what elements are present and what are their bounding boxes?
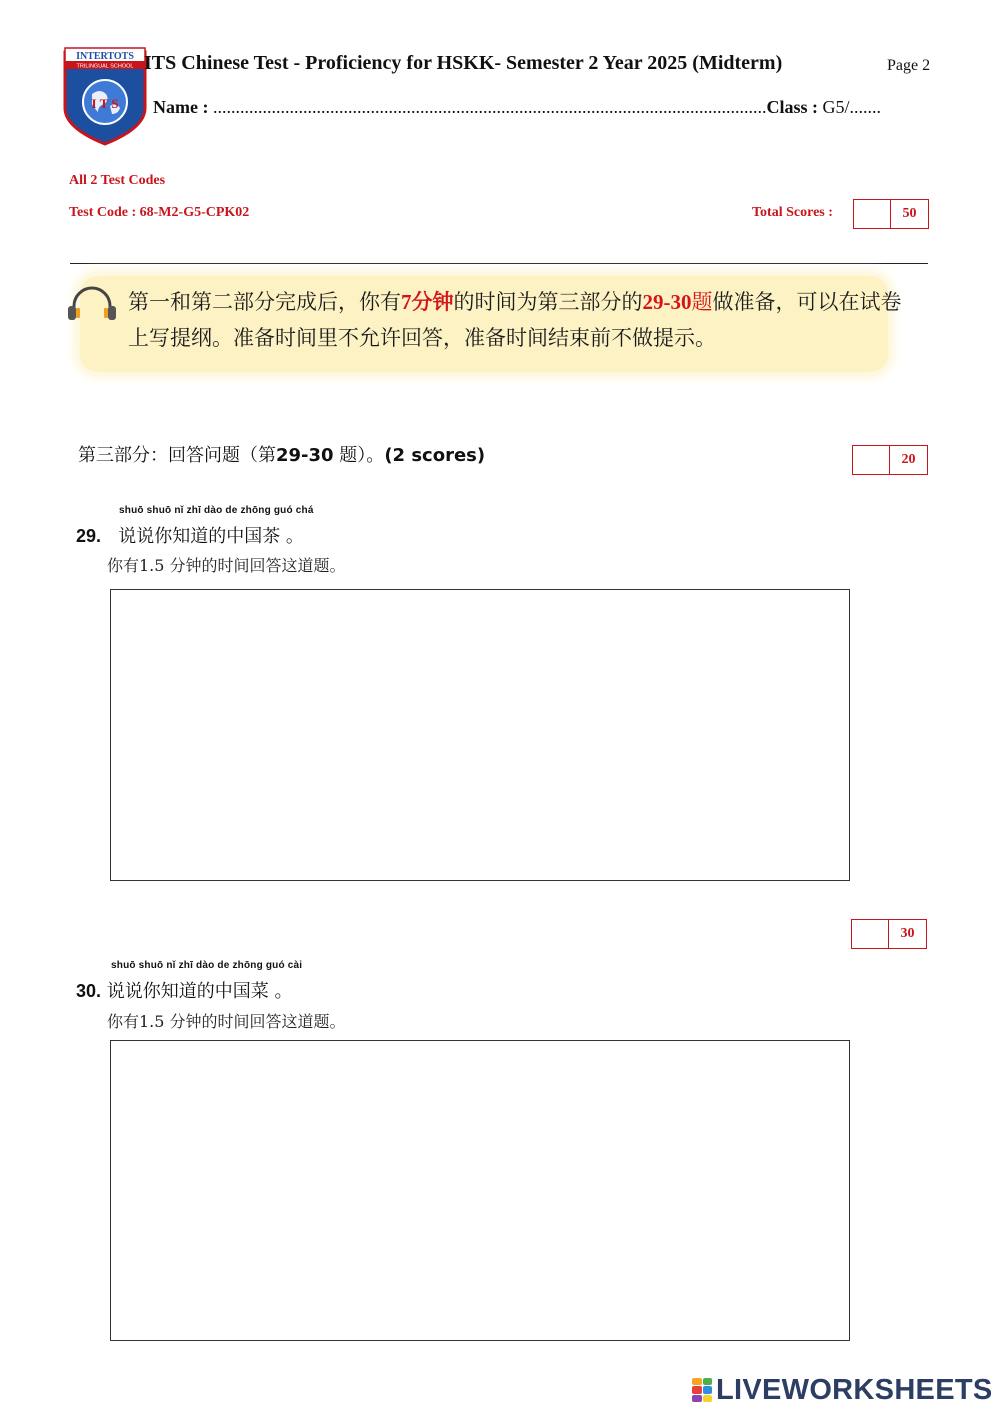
notice-time: 7分钟 [401, 290, 454, 314]
question-29-number: 29. [76, 526, 102, 546]
question-30-text: 说说你知道的中国菜 。 [106, 981, 293, 1002]
test-code: Test Code : 68-M2-G5-CPK02 [69, 205, 250, 220]
logo-school-name: INTERTOTS [76, 51, 134, 62]
question-30-score-value: 30 [900, 926, 915, 941]
section-title: 第三部分：回答问题（第29-30 题）。(2 scores) [78, 445, 486, 466]
class-field[interactable]: G5/....... [822, 97, 881, 117]
total-score-value: 50 [902, 206, 917, 221]
liveworksheets-text: LIVEWORKSHEETS [716, 1373, 993, 1406]
question-29-text: 说说你知道的中国茶 。 [118, 526, 304, 547]
question-30-answer-box[interactable] [110, 1040, 850, 1341]
name-class-row [153, 97, 881, 118]
total-score-box [853, 199, 929, 229]
liveworksheets-icon [692, 1378, 712, 1402]
name-field[interactable]: ........................................................................................................................... [212, 97, 767, 117]
notice-questions: 29-30 [642, 290, 692, 314]
headphones-icon [66, 284, 118, 324]
test-codes-title: All 2 Test Codes [69, 173, 166, 188]
class-label: Class : [766, 97, 818, 117]
question-29-instruction: 你有1.5 分钟的时间回答这道题。 [107, 556, 346, 575]
question-30-instruction: 你有1.5 分钟的时间回答这道题。 [107, 1012, 346, 1031]
question-29-answer-box[interactable] [110, 589, 850, 881]
logo-school-sub: TRILINGUAL SCHOOL [76, 63, 134, 70]
total-scores-label: Total Scores : [752, 205, 833, 220]
question-30-score-input[interactable] [852, 920, 889, 948]
liveworksheets-logo[interactable] [692, 1374, 993, 1406]
logo-letters: I T S [91, 96, 119, 111]
section-score-input[interactable] [853, 446, 890, 474]
section-scores: (2 scores) [384, 445, 486, 466]
page-number: Page 2 [887, 57, 931, 74]
question-29-pinyin: shuō shuō nǐ zhī dào de zhōng guó chá [119, 505, 314, 516]
question-30-number: 30. [76, 981, 102, 1001]
notice-text: 第一和第二部分完成后，你有7分钟的时间为第三部分的29-30题做准备，可以在试卷上写提纲。准备时间里不允许回答，准备时间结束前不做提示。 [128, 290, 902, 350]
question-30 [76, 977, 293, 1003]
total-score-input[interactable] [854, 200, 891, 228]
school-logo [62, 46, 148, 146]
section-score-box [852, 445, 928, 475]
name-label: Name : [153, 97, 209, 117]
section-score-value: 20 [901, 452, 916, 467]
document-title: ITS Chinese Test - Proficiency for HSKK- Semester 2 Year 2025 (Midterm) [144, 52, 783, 74]
question-30-score-box [851, 919, 927, 949]
question-30-pinyin: shuō shuō nǐ zhī dào de zhōng guó cài [111, 960, 303, 971]
question-29 [76, 522, 304, 548]
header-divider [70, 263, 928, 264]
